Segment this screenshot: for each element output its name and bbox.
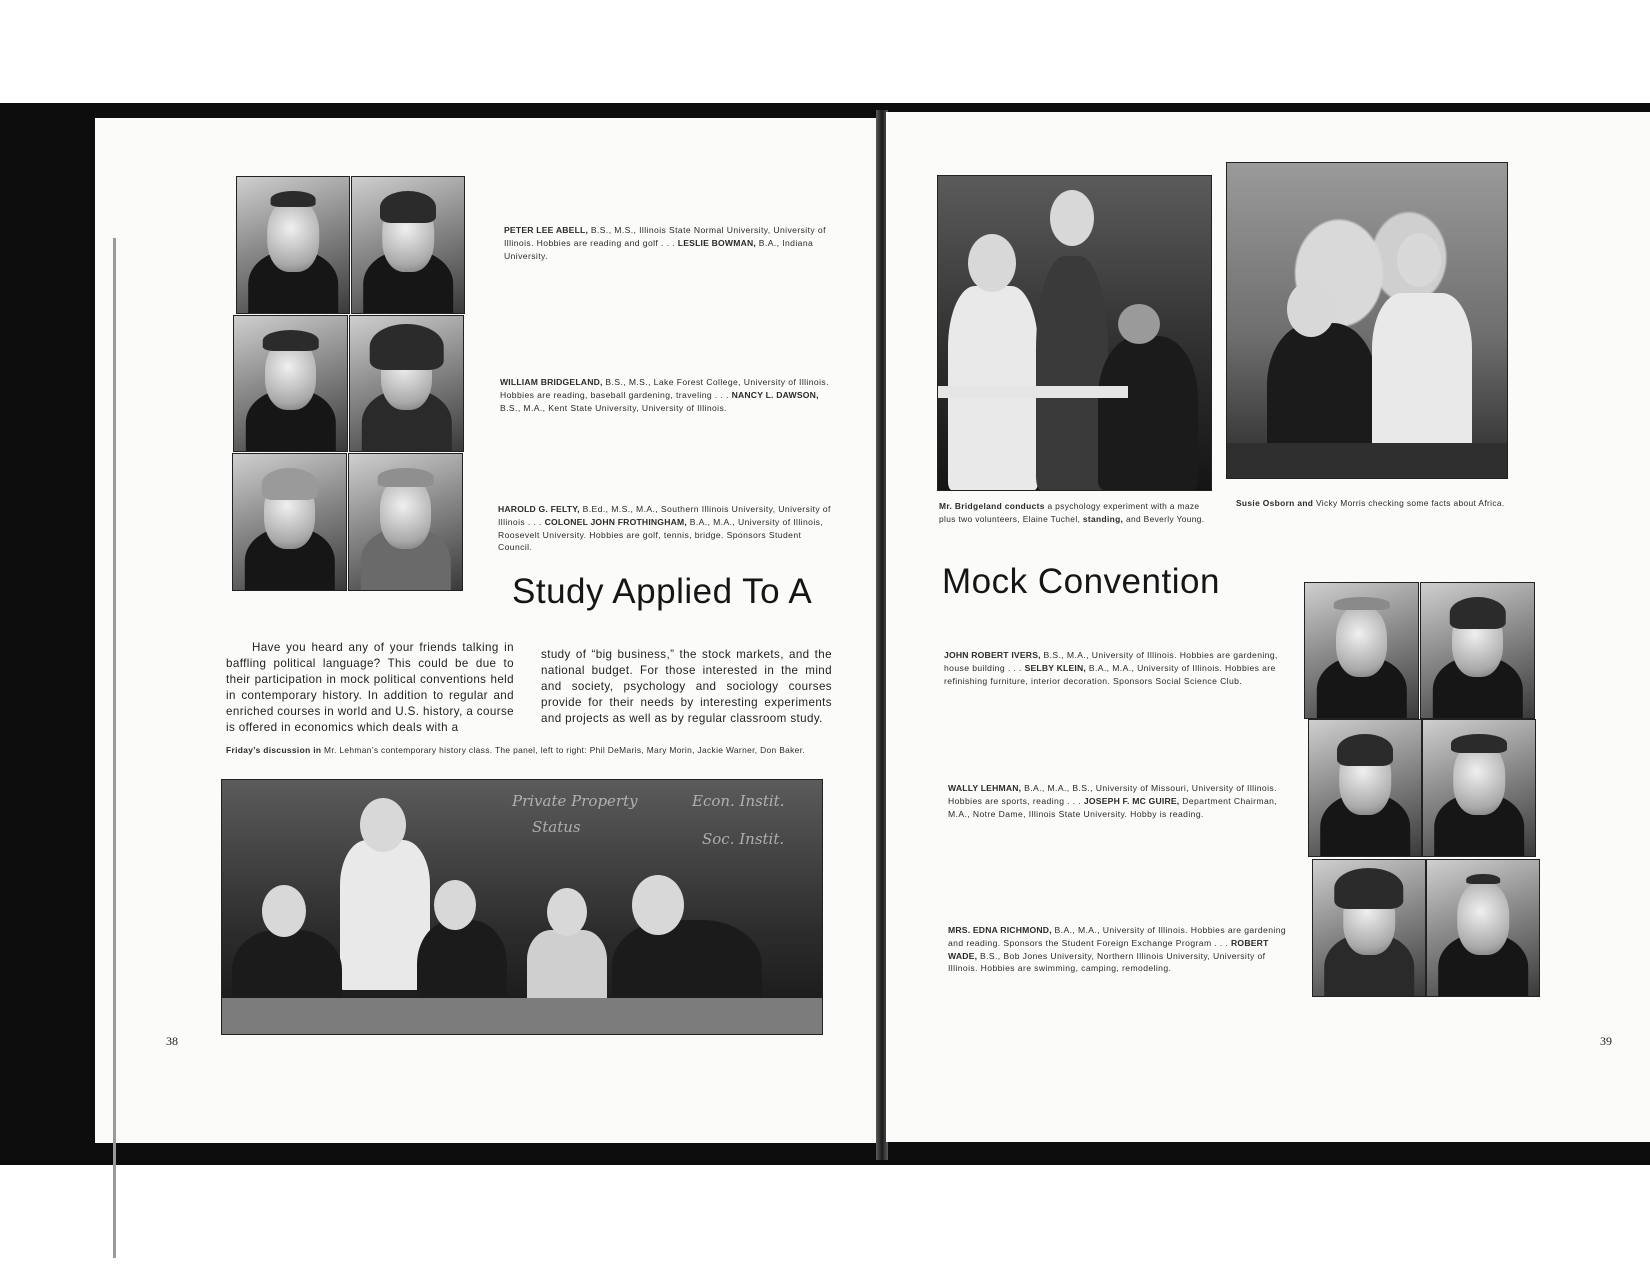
bio-richmond-wade: MRS. EDNA RICHMOND, B.A., M.A., University of Illinois. Hobbies are gardening and reading. Sponsors the Student Foreign Exchange Program . . . ROBERT WADE, B.S., Bob Jones University, Northern Illinois University, University of Illinois. Hobbies are swimming, camping, remodeling. — [948, 925, 1287, 974]
portrait-abell — [236, 176, 350, 314]
page-number-left: 38 — [166, 1034, 178, 1048]
photo-africa-map — [1226, 162, 1508, 479]
bio-bridgeland-dawson: WILLIAM BRIDGELAND, B.S., M.S., Lake Forest College, University of Illinois. Hobbies are reading, baseball gardening, traveling . . . NANCY L. DAWSON, B.S., M.A., Kent State University, University of Illinois. — [500, 377, 829, 413]
body-column-1: Have you heard any of your friends talking in baffling political language? This could be due to their participation in mock political conventions held in contemporary history. In addition to regular and enriched courses in world and U.S. history, a course is offered in economics which deals with a — [226, 641, 515, 734]
body-column-2: study of “big business,” the stock markets, and the national budget. For those interested in the mind and society, psychology and sociology courses provide for their needs by interesting experiments and projects as well as by regular classroom study. — [541, 648, 832, 725]
page-number-right: 39 — [1600, 1034, 1612, 1048]
board-text-1: Private Property — [512, 792, 638, 810]
page-edge — [113, 238, 116, 1258]
photo-classroom-discussion — [221, 779, 823, 1035]
caption-africa: Susie Osborn and Vicky Morris checking some facts about Africa. — [1236, 498, 1505, 508]
board-text-2: Econ. Instit. — [692, 792, 785, 810]
portrait-frothingham — [348, 453, 463, 591]
portrait-klein — [1420, 582, 1535, 719]
right-page — [886, 112, 1650, 1142]
portrait-lehman — [1308, 719, 1422, 857]
portrait-wade — [1426, 859, 1540, 997]
photo-maze-experiment — [937, 175, 1212, 491]
bio-lehman-mcguire: WALLY LEHMAN, B.A., M.A., B.S., University of Missouri, University of Illinois. Hobbies are sports, reading . . . JOSEPH F. MC GUIRE, Department Chairman, M.A., Notre Dame, Illinois State University. Hobby is reading. — [948, 783, 1278, 819]
board-text-3: Status — [532, 818, 581, 836]
caption-maze: Mr. Bridgeland conducts a psychology experiment with a maze plus two volunteers, Elaine Tuchel, standing, and Beverly Young. — [939, 501, 1205, 524]
caption-class-photo: Friday’s discussion in Mr. Lehman’s contemporary history class. The panel, left to right: Phil DeMaris, Mary Morin, Jackie Warner, Don Baker. — [226, 745, 806, 755]
portrait-dawson — [349, 315, 464, 452]
left-page — [95, 118, 878, 1143]
portrait-bowman — [351, 176, 465, 314]
bio-felty-frothingham: HAROLD G. FELTY, B.Ed., M.S., M.A., Southern Illinois University, University of Illinois . . . COLONEL JOHN FROTHINGHAM, B.A., M.A., University of Illinois, Roosevelt University. Hobbies are golf, tennis, bridge. Sponsors Student Council. — [498, 504, 831, 553]
portrait-bridgeland — [233, 315, 348, 452]
headline-left: Study Applied To A — [512, 572, 813, 611]
portrait-mcguire — [1422, 719, 1536, 857]
portrait-felty — [232, 453, 347, 591]
bio-ivers-klein: JOHN ROBERT IVERS, B.S., M.A., University of Illinois. Hobbies are gardening, house building . . . SELBY KLEIN, B.A., M.A., University of Illinois. Hobbies are refinishing furniture, interior decoration. Sponsors Social Science Club. — [944, 650, 1278, 686]
portrait-richmond — [1312, 859, 1426, 997]
portrait-ivers — [1304, 582, 1419, 719]
board-text-4: Soc. Instit. — [702, 830, 785, 848]
bio-abell-bowman: PETER LEE ABELL, B.S., M.S., Illinois State Normal University, University of Illinois. Hobbies are reading and golf . . . LESLIE BOWMAN, B.A., Indiana University. — [504, 225, 826, 261]
headline-right: Mock Convention — [942, 562, 1220, 601]
